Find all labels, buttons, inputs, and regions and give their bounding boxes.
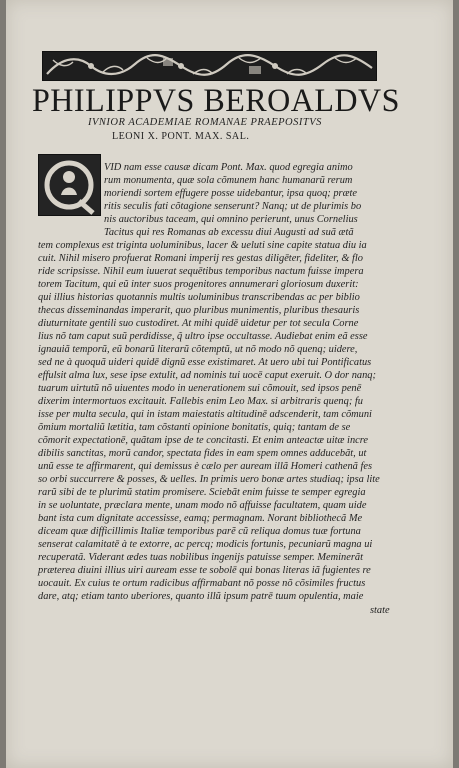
page-title: PHILIPPVS BEROALDVS (32, 83, 400, 119)
text-line: torem Tacitum, qui eũ inter suos progenitores annumerari gloriosum duxerit: (38, 279, 359, 290)
text-line: in se uoluntate, præclara mente, unam modo nõ affuisse facultatem, quam uide (38, 500, 367, 511)
text-line: dare, atq; etiam tanto uberiores, quanto illũ ipsum patrē tuum opulentia, maie (38, 591, 364, 602)
text-line: qui illius historias quotannis multis uoluminibus transcribendas ac per biblio (38, 292, 360, 303)
text-line: tem complexus est triginta uoluminibus, lacer & ueluti sine capite statua diu ia (38, 240, 367, 251)
text-line: unũ esse te affirmarent, qui demissus è cælo per auream illã Homeri cathenã fes (38, 461, 372, 472)
text-line: recuperatã. Viderant ædes tuas nobilibus ingenijs patuisse semper. Meminerãt (38, 552, 363, 563)
text-line: isse per multa secula, qui in istam maiestatis altitudinē adscenderit, tam cõmuni (38, 409, 372, 420)
catchword: state (370, 605, 390, 616)
text-line: VID nam esse causæ dicam Pont. Max. quod egregia animo (104, 162, 353, 173)
text-line: õmium mortaliũ lætitia, tam cõstanti opinione bonitatis, quiq; tantam de se (38, 422, 351, 433)
text-line: rarũ sibi de te plurimũ statim promisere. Sciebãt enim fuisse te semper egregia (38, 487, 366, 498)
text-line: ride scripsisse. Nihil eum iuuerat sequētibus temporibus nactum fuisse impera (38, 266, 364, 277)
text-line: dixerim intermortuos excitauit. Fallebis enim Leo Max. si arbitraris quenq; fu (38, 396, 363, 407)
text-line: sed ne à quoquã uideri quidē dignũ esse existimaret. At uero ubi tui Pontificatus (38, 357, 372, 368)
text-line: diceam quæ difficillimis Italiæ temporibus parẽ cũ reliqua domus tuæ fortuna (38, 526, 361, 537)
text-line: rum monumenta, quæ sola cõmunem hanc humanarũ rerum (104, 175, 353, 186)
text-line: effulsit alma lux, sese ipse extulit, ad nominis tui uocē caput exeruit. O dor nanq; (38, 370, 376, 381)
text-line: moriendi sortem effugere posse uidebantur, ipsa quoq; præte (104, 188, 358, 199)
text-line: Tacitus qui res Romanas ab excessu diui Augusti ad suã ætã (104, 227, 354, 238)
text-line: ignauiã temporũ, eũ bonarũ literarũ cõtemptũ, ut nõ modo nõ quenq; uidere, (38, 344, 358, 355)
text-line: uocauit. Ex cuius te ortum radicibus affirmabant nõ posse nõ cõsimiles fructus (38, 578, 366, 589)
text-line: senserat calamitatē à te extorre, ac percq; modicis fortunis, pecuniarũ magna ui (38, 539, 373, 550)
text-line: cõmorit expectationē, quãtam ipse de te concitasti. Et enim anteactæ uitæ incre (38, 435, 369, 446)
text-line: thecas disseminandas imperarit, quo pluribus munimentis, pluribus thesauris (38, 305, 360, 316)
text-line: præterea diuini illius uiri auream esse te sobolē qui bonas literas iã fugientes re (38, 565, 371, 576)
text-line: nis auctoribus taceam, qui omnino perierunt, unus Cornelius (104, 214, 358, 225)
text-line: cuit. Nihil misero profuerat Romani imperij res gestas diligēter, fideliter, & flo (38, 253, 363, 264)
subtitle-line-2: LEONI X. PONT. MAX. SAL. (112, 131, 250, 142)
subtitle-line-1: IVNIOR ACADEMIAE ROMANAE PRAEPOSITVS (88, 117, 322, 128)
text-line: lius nõ tam caput suũ perdidisse, q̃ ultro ipse occultasse. Audiebat enim eã esse (38, 331, 368, 342)
text-line: ritis seculis fati cõtagione senserunt? Nanq; ut de plurimis bo (104, 201, 362, 212)
text-line: tuarum uirtutũ nõ uiuentes modo in uenerationem sui cõmouit, sed ipsos penē (38, 383, 362, 394)
text-line: diuturnitate gentili suo custodiret. At mihi quidē uidetur per tot secula Corne (38, 318, 359, 329)
text-line: so orbi succurrere & posses, & uelles. In primis uero bonæ artes studiaq; ipsa lite (38, 474, 380, 485)
text-line: bant ista cum dignitate accessisse, eamq; permagnam. Norant bibliothecã Me (38, 513, 363, 524)
text-line: dibilis sanctitas, morũ candor, spectata fides in eam spem omnes adducebãt, ut (38, 448, 367, 459)
